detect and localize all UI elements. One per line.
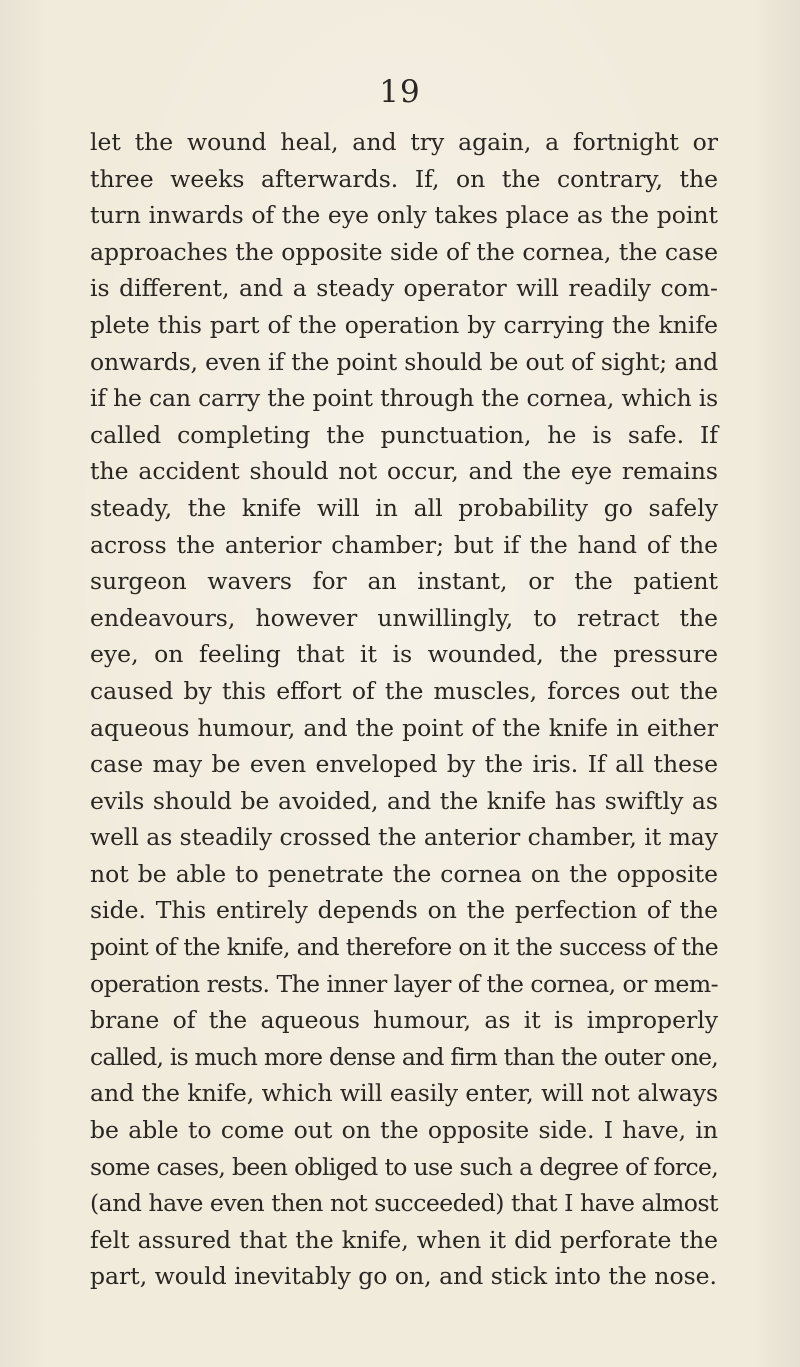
- text-line: brane of the aqueous humour, as it is improperly: [90, 1006, 718, 1035]
- body-text: [90, 124, 718, 1295]
- text-line: called, is much more dense and firm than the outer one,: [90, 1042, 718, 1071]
- text-line: onwards, even if the point should be out of sight; and: [90, 347, 718, 376]
- text-line: aqueous humour, and the point of the knife in either: [90, 713, 718, 742]
- text-line: called completing the punctuation, he is safe. If: [90, 420, 718, 449]
- text-line: operation rests. The inner layer of the cornea, or mem-: [90, 969, 718, 998]
- text-line: point of the knife, and therefore on it the success of the: [90, 933, 718, 962]
- text-line: some cases, been obliged to use such a degree of force,: [90, 1152, 718, 1181]
- text-line: approaches the opposite side of the cornea, the case: [90, 237, 718, 266]
- text-line: case may be even enveloped by the iris. If all these: [90, 750, 718, 779]
- text-line: three weeks afterwards. If, on the contrary, the: [90, 164, 718, 193]
- text-line: well as steadily crossed the anterior chamber, it may: [90, 823, 718, 852]
- text-line: the accident should not occur, and the eye remains: [90, 457, 718, 486]
- text-line: (and have even then not succeeded) that I have almost: [90, 1189, 718, 1218]
- text-line: not be able to penetrate the cornea on the opposite: [90, 859, 718, 888]
- text-line: part, would inevitably go on, and stick into the nose.: [90, 1262, 718, 1291]
- text-line: evils should be avoided, and the knife has swiftly as: [90, 786, 718, 815]
- text-line: endeavours, however unwillingly, to retract the: [90, 603, 718, 632]
- text-line: turn inwards of the eye only takes place as the point: [90, 201, 718, 230]
- text-line: if he can carry the point through the cornea, which is: [90, 384, 718, 413]
- text-line: caused by this effort of the muscles, forces out the: [90, 676, 718, 705]
- text-line: eye, on feeling that it is wounded, the pressure: [90, 640, 718, 669]
- text-line: felt assured that the knife, when it did perforate the: [90, 1225, 718, 1254]
- text-line: be able to come out on the opposite side. I have, in: [90, 1116, 718, 1145]
- text-line: across the anterior chamber; but if the hand of the: [90, 530, 718, 559]
- text-line: let the wound heal, and try again, a fortnight or: [90, 128, 718, 156]
- text-line: side. This entirely depends on the perfection of the: [90, 896, 718, 925]
- text-line: plete this part of the operation by carrying the knife: [90, 310, 718, 339]
- text-line: is different, and a steady operator will readily com-: [90, 274, 718, 303]
- text-line: steady, the knife will in all probability go safely: [90, 493, 718, 522]
- page-number: 19: [379, 74, 421, 110]
- text-line: and the knife, which will easily enter, will not always: [90, 1079, 718, 1108]
- text-line: surgeon wavers for an instant, or the patient: [90, 567, 718, 596]
